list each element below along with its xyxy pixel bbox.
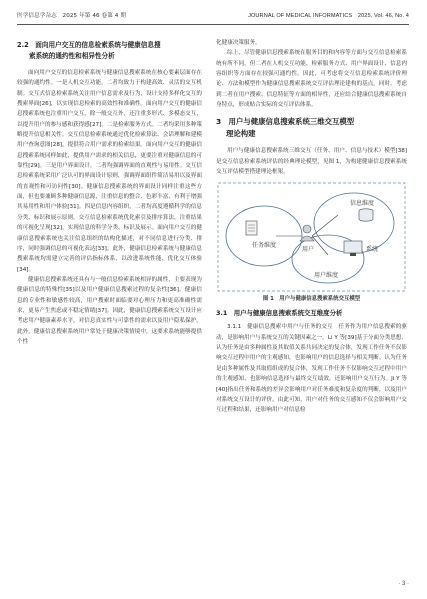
system-computer-icon [344,241,362,253]
header-journal-en: JOURNAL OF MEDICAL INFORMATICS 2025, Vol. 46, No. 4 [248,13,409,19]
label-system: 系统 [366,246,379,254]
label-user: 用户 [302,246,315,254]
section-3-heading: 3 用户与健康信息搜索系统三维交互模型 理论构建 [216,117,355,139]
left-column [17,38,202,347]
section-3-1-1-paragraph: 3.1.1 健康信息搜索中用户与任务的交互 任务作为用户信息搜索的驱动，是影响用户与系统交互的关键因素之一。Li Y 等[39]基于分面分类思想，认为任务是由多种属性及其取值关系共同决定的复合体，发现工作任务不仅影响交互过程中用户的主观感知，也影响用户的信息选择与相关判断。认为任务是由多种属性及其取值组成的复合体，发现工作任务不仅影响交互过程中用户的主观感知，也影响信息选择与最终交互绩效。还影响用户交互行为。Ji Y 等[40]指出任务和系统的差异会影响用户对任务难度和复杂度的判断，以及用户对系统交互设计的评价。由此可知，用户对任务的交互感知不仅会影响用户交互过程和结果，还影响用户对信息检 [216,324,407,414]
label-task-dimension: 任务维度 [252,242,277,250]
section-3-1-heading: 3.1 用户与健康信息搜索系统交互维度分析 [216,309,343,318]
link-user-info [312,215,338,236]
header-journal-cn: 医学信息学杂志 2025 年第 46 卷第 4 期 [17,13,127,19]
figure-frame [218,183,405,291]
label-info-dimension: 信息维度 [350,200,375,208]
figure-1-diagram [216,181,407,293]
user-head-icon [303,225,311,233]
right-column [216,38,407,416]
running-header [17,9,409,25]
section-2-2-heading: 2.2 面向用户交互的信息检索系统与健康信息搜 索系统的通约性和相异性分析 [17,41,161,60]
right-paragraph-1: 化健康决策服务。 [216,40,261,46]
page-number: · 3 · [398,581,409,587]
left-paragraph-1: 面向用户交互的信息检索系统与健康信息搜索系统在核心要素层面存在较强的通约性。一是人机交互功能。二者均致力于构建高效、灵活的交互机制。交互式信息检索系统关注用户信息需求及行为，设计支持多样化交互的搜索界面[26]，以实现信息检索的高效性和准确性。面向用户交互的健康信息搜索系统也注重用户交互，除一般交互外，还注重多形式、多模态交互，以提升用户的参与感和获得感[27]。二是检索服务方式。二者均采用多种策略提升信息相关性。交互信息检索系统通过优化检索算法、会话理解和建模用户查询意图[28]，提供符合用户需求的检索结果。面向用户交互的健康信息搜索系统同样如此，提供用户需求的相关信息，更要注重对健康信息的可靠性[29]。三是用户界面设计。二者均强调界面的直观性与易用性。交互信息检索系统采用广泛认可的界面设计原则，强调界面组件简洁易用以及界面的直观性和可访问性[30]。健康信息搜索系统的界面设计同样注重这些方面，但也要兼顾多种健康信息源，注重信息的整合、色彩丰富、有利于增强其易用性和用户体验[31]。四是信息内容组织，二者均高度遵循科学的信息分类、标识和展示原则。交互信息检索系统优化索引及排序算法，注重结果的可视化呈现[32]，实现信息的科学分类、标识及展示。面向用户交互的健康信息搜索系统也关注信息组织的结构化描述，对不同信息进行分类、排序，同时强调信息的可视化表达[33]。此外，健康信息检索系统与健康信息搜索系统均需建立完善的评估指标体系，以改进系统性能、优化交互体验[34]。 [17,70,202,273]
figure-1-caption: 图 1 用户与健康信息搜索系统交互模型 [262,296,361,303]
right-paragraph-2: 综上，尽管健康信息搜索系统在服务目的和内容等方面与交互信息检索系统有所不同，但二者在人机交互功能、检索服务方式、用户界面设计、信息内容组织等方面存在较强可通约性。因此，可考虑将交互信息检索系统评价理论、方法和模型作为健康信息搜索系统交互评估理论建构的基点。同时，考虑到二者在用户搜索、信息特征等方面的相异性，还应结合健康信息搜索系统自身特点，形成贴合实际的交互评估体系。 [216,50,407,109]
label-user-dimension: 用户维度 [314,272,339,280]
figure-1 [216,181,407,293]
left-paragraph-2: 健康信息搜索系统还具有与一般信息检索系统相异的属性，主要表现为健康信息的特殊性[35]以及用户健康信息搜索过程的复杂性[36]。健康信息的专业性和敏感性较高，用户搜索时面临要对心理压力和更高准确性需求，更易产生焦虑或不稳定情绪[37]。因此，健康信息搜索系统交互设计应考虑用户健康素养水平，对信息真实性与可靠性的需求以及用户隐私保护。此外，健康信息搜索系统用户常处于健康决策情境中，这要求系统能够提供个性 [17,276,202,345]
section-3-paragraph: 用户与健康信息搜索系统三维交互（任务、用户、信息与技术）模型[38]是交互信息检索系统评估的经典理论模型，见图 1，为构建健康信息搜索系统交互评估模型搭建理论框架。 [216,148,407,176]
system-stand-icon [350,253,356,256]
